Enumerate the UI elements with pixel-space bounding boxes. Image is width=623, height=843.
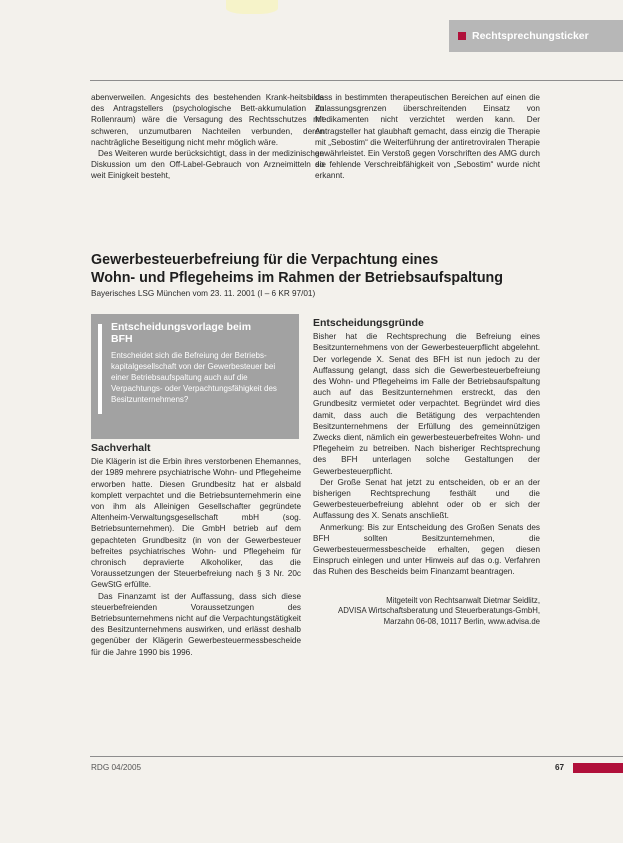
paragraph: Des Weiteren wurde berücksichtigt, dass in der medizinischen Diskussion um den Off-Label-Gebrauch von Arzneimitteln so weit Einigkeit besteht, [91,149,324,181]
box-heading-line: Entscheidungsvorlage beim [111,321,252,333]
signature-line: ADVISA Wirtschaftsberatung und Steuerberatungs-GmbH, [338,606,540,616]
signature-line: Marzahn 06-08, 10117 Berlin, www.advisa.de [383,616,540,626]
paragraph: Die Klägerin ist die Erbin ihres verstorbenen Ehemannes, der 1989 mehrere psychiatrische Wohn- und Pflegeheime erworben hatte. Diesen Grundbesitz hat er alsbald komplett verpachtet und die Betriebsunternehmerin eine von ihm als Alleinigen Gesellschafter gegründete Altenheim-Verwaltungsgesellschaft mbH (sog. Betriebsunternehmen). Die GmbH betrieb auf dem gepachteten Grundbesitz (in von der Gewerbesteuer befreites psychiatrisches Wohn- und Pflegeheim für chronisch depravierte Alkoholiker, das die Voraussetzungen der Steuerbefreiung nach § 3 Nr. 20c GewStG erfüllte. [91,457,301,590]
section-tab[interactable] [449,20,623,52]
box-accent-bar [98,324,102,414]
box-heading [111,321,289,345]
bottom-rule [90,756,623,757]
gruende-heading: Entscheidungsgründe [313,317,424,329]
paragraph: Anmerkung: Bis zur Entscheidung des Großen Senats des BFH sollten Besitzunternehmen, die Gewerbesteuermessbescheide erhalten, gegen diesen Einspruch einlegen und unter Hinweis auf das o.g. Verfahren das Ruhen des Bescheids beim Finanzamt beantragen. [313,522,540,577]
paragraph: dass in bestimmten therapeutischen Bereichen auf einen die Zulassungsgrenzen überschreitenden Einsatz von Medikamenten nicht verzichtet werden kann. Der Antragsteller hat glaubhaft gemacht, dass einzig die Therapie mit „Sebostim“ die Weiterführung der antiretroviralen Therapie gewährleistet. Ein Verstoß gegen Vorschriften des AMG durch die fehlende Verschreibfähigkeit von „Sebostim“ wurde nicht erkannt. [315,93,540,181]
sachverhalt-heading: Sachverhalt [91,442,151,454]
sachverhalt-column [91,443,301,658]
page-number: 67 [555,763,565,772]
paragraph: abenverweilen. Angesichts des bestehenden Krank-heitsbilds des Antragstellers (psychologische Bett-akkumulation im Rollenraum) wäre die Versagung des Rechtsschutzes mit schweren, unzumutbaren Nachteilen verbunden, deren nachträgliche Beseitigung nicht mehr möglich wäre. [91,93,324,147]
signature [313,596,540,628]
paragraph: Das Finanzamt ist der Auffassung, dass sich diese steuerbefreienden Voraussetzungen des Betriebsunternehmens nicht auf die Verpachtungstätigkeit des Besitzunternehmens auswirken, und erlässt deshalb gegenüber der Klägerin Gewerbesteuermessbescheide für die Jahre 1990 bis 1996. [91,591,301,657]
decision-box [91,314,299,439]
top-left-column [91,92,324,182]
paragraph: Der Große Senat hat jetzt zu entscheiden, ob er an der bisherigen Rechtsprechung festhält und die Gewerbesteuerbefreiung ablehnt oder ob er sich der Auffassung des X. Senats anschließt. [313,477,540,521]
box-heading-line: BFH [111,333,133,345]
section-square-icon [458,32,466,40]
footer-issue: RDG 04/2005 [91,763,142,772]
gruende-column [313,318,540,627]
footer-accent-bar [573,763,623,773]
article-title [91,251,551,287]
title-line: Wohn- und Pflegeheims im Rahmen der Betriebsaufspaltung [91,270,504,286]
top-rule [90,80,623,81]
section-label: Rechtsprechungsticker [472,30,589,42]
paragraph: Bisher hat die Rechtsprechung die Befreiung eines Besitzunternehmens von der Gewerbesteuerpflicht abgelehnt. Der vorlegende X. Senat des BFH ist nun jedoch zu der Auffassung gelangt, dass sich die Gewerbesteuerbefreiung des Wohn- und Pflegeheims im Falle der Betriebsaufspaltung auch auf das Besitzunternehmen erstreckt, das den Grundbesitz vermietet oder verpachtet. Begründet wird dies damit, dass auch die Betätigung des verpachtenden Besitzunternehmens der Erfüllung des gemeinnützigen Zwecks dient, nämlich ein gewerbesteuerbefreites Wohn- und Pflegeheim zu betreiben. Nach bisheriger Rechtsprechung des BFH unterlagen solche Gestaltungen der Gewerbesteuerpflicht. [313,332,540,476]
article-source: Bayerisches LSG München vom 23. 11. 2001 (I – 6 KR 97/01) [91,289,316,298]
decorative-mark [226,0,278,14]
title-line: Gewerbesteuerbefreiung für die Verpachtung eines [91,252,439,268]
top-right-column [315,92,540,182]
box-text: Entscheidet sich die Befreiung der Betriebs-kapitalgesellschaft von der Gewerbesteuer bei einer Betriebsaufspaltung auch auf die Verpachtungs- oder Verpachtungsfähigkeit des Besitzunternehmens? [111,351,277,404]
signature-line: Mitgeteilt von Rechtsanwalt Dietmar Seidlitz, [386,595,540,605]
